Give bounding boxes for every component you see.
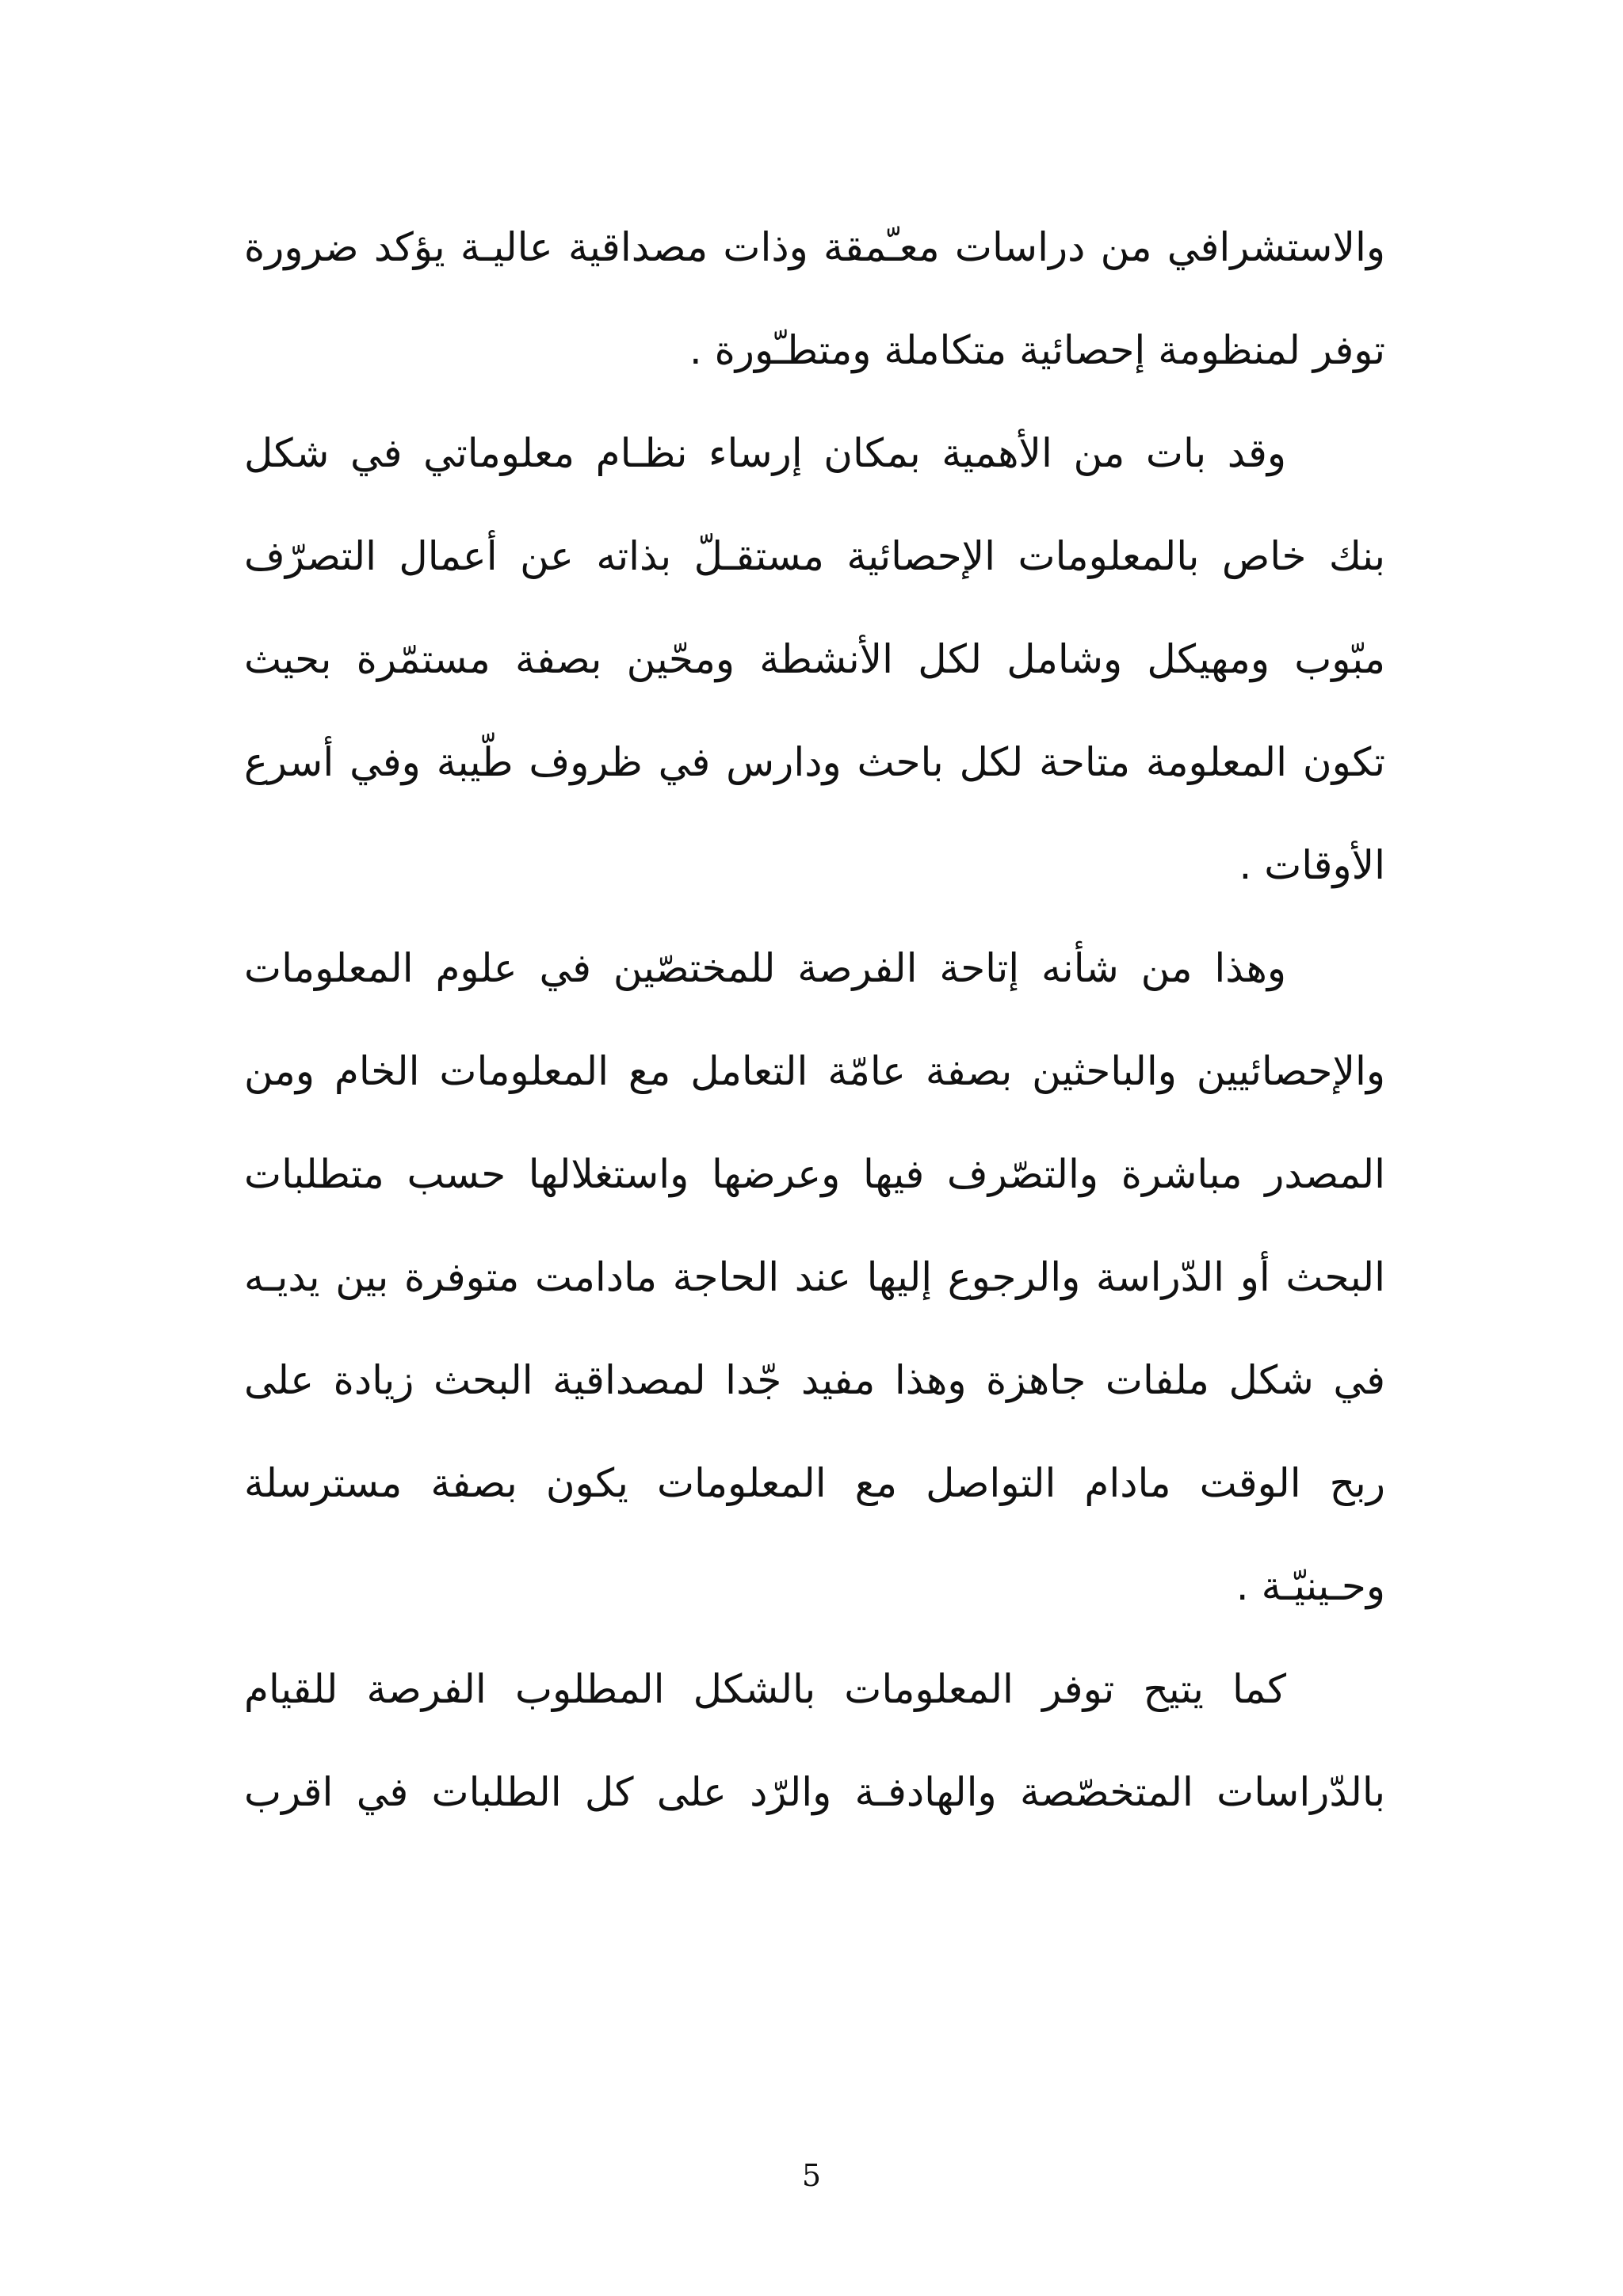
text-line-3: وقد بات من الأهمية بمكان إرساء نظـام معلوماتي في شكل bbox=[244, 430, 1286, 476]
text-line-4: بنك خاص بالمعلومات الإحصائية مستقـلّ بذاته عن أعمال التصرّف bbox=[244, 533, 1385, 579]
text-line-8: وهذا من شأنه إتاحة الفرصة للمختصّين في علوم المعلومات bbox=[244, 945, 1286, 991]
page-number: 5 bbox=[801, 2158, 822, 2193]
text-line-12: في شكل ملفات جاهزة وهذا مفيد جّدا لمصداقية البحث زيادة على bbox=[244, 1357, 1385, 1403]
text-line-5: مبّوب ومهيكل وشامل لكل الأنشطة ومحّين بصفة مستمّرة بحيث bbox=[244, 636, 1385, 682]
text-line-13: ربح الوقت مادام التواصل مع المعلومات يكون بصفة مسترسلة bbox=[244, 1460, 1385, 1506]
text-line-16: بالدّراسات المتخصّصة والهادفـة والرّد على كل الطلبات في اقرب bbox=[244, 1769, 1385, 1815]
text-line-14: وحـينيّـة . bbox=[1235, 1563, 1385, 1609]
text-line-2: توفر لمنظومة إحصائية متكاملة ومتطـّورة . bbox=[689, 327, 1385, 373]
text-line-11: البحث أو الدّراسة والرجوع إليها عند الحاجة مادامت متوفرة بين يديـه bbox=[244, 1254, 1385, 1300]
text-line-15: كما يتيح توفر المعلومات بالشكل المطلوب الفرصة للقيام bbox=[244, 1666, 1286, 1712]
text-line-9: والإحصائيين والباحثين بصفة عامّة التعامل مع المعلومات الخام ومن bbox=[244, 1048, 1385, 1094]
text-line-10: المصدر مباشرة والتصّرف فيها وعرضها واستغلالها حسب متطلبات bbox=[244, 1151, 1385, 1197]
text-line-6: تكون المعلومة متاحة لكل باحث ودارس في ظروف طّيبة وفي أسرع bbox=[244, 739, 1385, 785]
body-text bbox=[244, 208, 1385, 1855]
text-line-1: والاستشرافي من دراسات معـّمقة وذات مصداقية عاليـة يؤكد ضرورة bbox=[244, 224, 1385, 270]
text-line-7: الأوقات . bbox=[1239, 842, 1385, 888]
